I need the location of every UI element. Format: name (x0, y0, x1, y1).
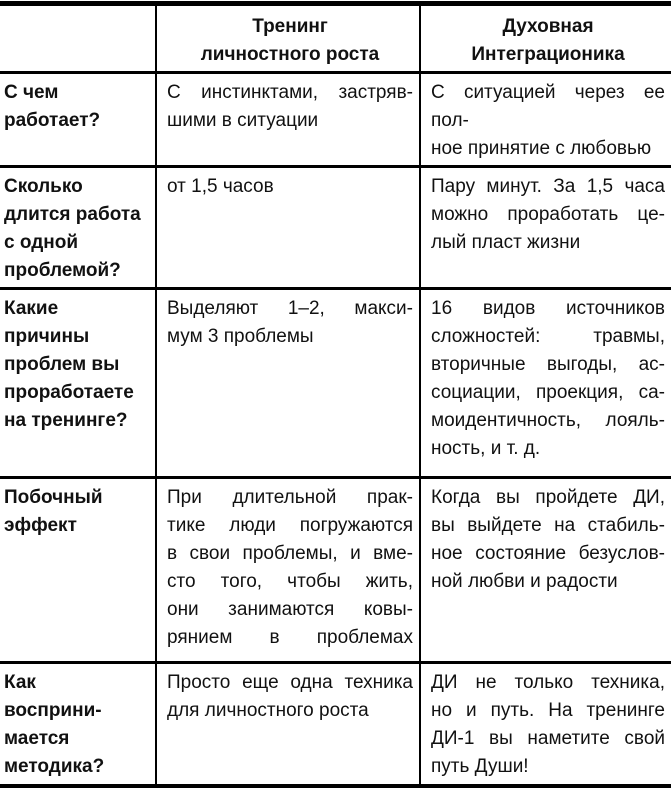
row-label: Сколько длится работа с одной проблемой? (0, 167, 156, 289)
integrationics-cell: ДИ не только техника, но и путь. На тренинге ДИ-1 вы наметите свой путь Души! (420, 663, 671, 786)
integrationics-cell: 16 видов источников сложностей: травмы, вторичные выгоды, ас- социации, проекция, са- моидентичность, лояль- ность, и т. д. (420, 289, 671, 478)
header-integrationics-column: Духовная Интеграционика (420, 4, 671, 73)
integrationics-cell: Пару минут. За 1,5 часа можно проработать це- лый пласт жизни (420, 167, 671, 289)
training-cell: С инстинктами, застряв- шими в ситуации (156, 73, 420, 167)
header-row (0, 4, 671, 73)
header-empty-cell (0, 4, 156, 73)
header-training-column: Тренинг личностного роста (156, 4, 420, 73)
integrationics-cell: Когда вы пройдете ДИ, вы выйдете на стабиль- ное состояние безуслов- ной любви и радости (420, 478, 671, 663)
table-row (0, 289, 671, 478)
row-label: Какие причины проблем вы проработаете на тренинге? (0, 289, 156, 478)
table-row (0, 167, 671, 289)
table-row (0, 663, 671, 786)
row-label: С чем работает? (0, 73, 156, 167)
document-page (0, 1, 671, 777)
training-cell: При длительной прак- тике люди погружаются в свои проблемы, и вме- сто того, чтобы жить, они занимаются ковы- рянием в проблемах (156, 478, 420, 663)
training-cell: от 1,5 часов (156, 167, 420, 289)
row-label: Как восприни- мается методика? (0, 663, 156, 786)
integrationics-cell: С ситуацией через ее пол- ное принятие с любовью (420, 73, 671, 167)
training-cell: Просто еще одна техника для личностного роста (156, 663, 420, 786)
table-row (0, 478, 671, 663)
table-row (0, 73, 671, 167)
training-cell: Выделяют 1–2, макси- мум 3 проблемы (156, 289, 420, 478)
row-label: Побочный эффект (0, 478, 156, 663)
comparison-table (0, 1, 671, 788)
